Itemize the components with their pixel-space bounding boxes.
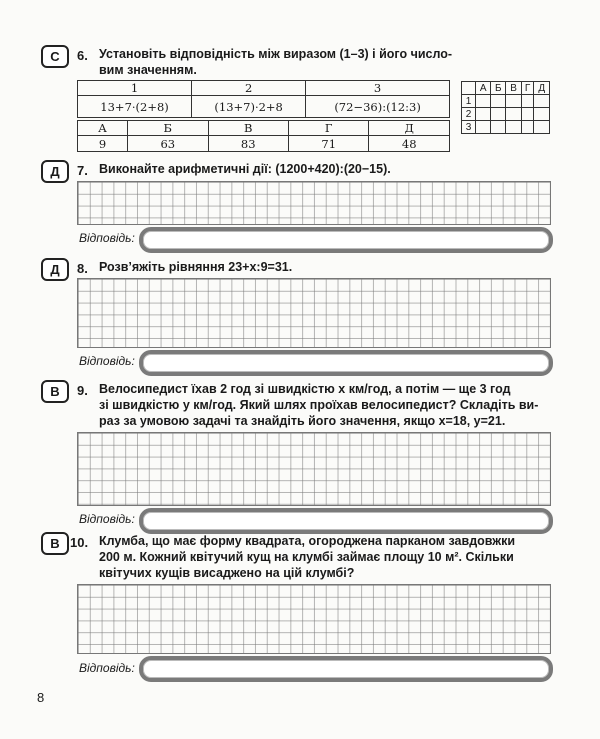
match-row-1: 1 xyxy=(462,95,476,108)
value-a: 9 xyxy=(78,136,128,152)
task9-text-line3: раз за умовою задачі та знайдіть його значення, якщо x=18, y=21. xyxy=(99,414,506,428)
expression-1: 13+7·(2+8) xyxy=(78,96,192,118)
match-cell[interactable] xyxy=(491,121,506,134)
answer-matching-grid xyxy=(461,81,550,134)
value-b: 63 xyxy=(128,136,208,152)
task7-number: 7. xyxy=(77,163,88,178)
expressions-table xyxy=(77,80,450,118)
answer-label-task7: Відповідь: xyxy=(79,231,135,245)
task10-number: 10. xyxy=(70,535,89,550)
match-cell[interactable] xyxy=(506,108,521,121)
task9-number: 9. xyxy=(77,383,88,398)
answer-label-task8: Відповідь: xyxy=(79,354,135,368)
value-header-d: Д xyxy=(369,121,450,136)
match-cell[interactable] xyxy=(534,95,550,108)
match-cell[interactable] xyxy=(476,95,491,108)
value-g: 71 xyxy=(288,136,368,152)
match-cell[interactable] xyxy=(521,95,534,108)
match-col-a: А xyxy=(476,82,491,95)
match-cell[interactable] xyxy=(476,108,491,121)
match-cell[interactable] xyxy=(506,121,521,134)
match-col-g: Г xyxy=(521,82,534,95)
value-header-v: В xyxy=(208,121,288,136)
level-badge-task10: В xyxy=(41,532,69,555)
match-cell[interactable] xyxy=(521,108,534,121)
task6-number: 6. xyxy=(77,48,88,63)
value-header-b: Б xyxy=(128,121,208,136)
work-grid-task9[interactable] xyxy=(77,432,551,506)
level-badge-task7: Д xyxy=(41,160,69,183)
match-row-2: 2 xyxy=(462,108,476,121)
task10-text-line2: 200 м. Кожний квітучий кущ на клумбі займає площу 10 м². Скільки xyxy=(99,550,514,564)
task8-text: Розв’яжіть рівняння 23+x:9=31. xyxy=(99,260,293,274)
task9-text-line2: зі швидкістю y км/год. Який шлях проїхав велосипедист? Складіть ви- xyxy=(99,398,539,412)
expression-2: (13+7)·2+8 xyxy=(192,96,306,118)
level-badge-task8: Д xyxy=(41,258,69,281)
match-cell[interactable] xyxy=(491,95,506,108)
page-number: 8 xyxy=(37,690,45,705)
answer-field-task7[interactable] xyxy=(139,227,553,253)
match-col-v: В xyxy=(506,82,521,95)
match-row-3: 3 xyxy=(462,121,476,134)
match-cell[interactable] xyxy=(506,95,521,108)
match-cell[interactable] xyxy=(521,121,534,134)
value-header-g: Г xyxy=(288,121,368,136)
expr-header-3: 3 xyxy=(306,81,450,96)
expr-header-1: 1 xyxy=(78,81,192,96)
match-cell[interactable] xyxy=(491,108,506,121)
expr-header-2: 2 xyxy=(192,81,306,96)
answer-label-task10: Відповідь: xyxy=(79,661,135,675)
task7-text: Виконайте арифметичні дії: (1200+420):(20−15). xyxy=(99,162,391,176)
level-badge-task9: В xyxy=(41,380,69,403)
task10-text-line3: квітучих кущів висаджено на цій клумбі? xyxy=(99,566,355,580)
task6-text-line2: вим значенням. xyxy=(99,63,197,77)
value-header-a: А xyxy=(78,121,128,136)
match-col-d: Д xyxy=(534,82,550,95)
value-d: 48 xyxy=(369,136,450,152)
answer-field-task10[interactable] xyxy=(139,656,553,682)
expression-3: (72−36):(12:3) xyxy=(306,96,450,118)
match-cell[interactable] xyxy=(534,108,550,121)
work-grid-task7[interactable] xyxy=(77,181,551,225)
match-corner xyxy=(462,82,476,95)
task9-text-line1: Велосипедист їхав 2 год зі швидкістю x км/год, а потім — ще 3 год xyxy=(99,382,511,396)
value-v: 83 xyxy=(208,136,288,152)
task10-text-line1: Клумба, що має форму квадрата, огороджена парканом завдовжки xyxy=(99,534,516,548)
answer-field-task8[interactable] xyxy=(139,350,553,376)
match-cell[interactable] xyxy=(534,121,550,134)
work-grid-task8[interactable] xyxy=(77,278,551,348)
answer-field-task9[interactable] xyxy=(139,508,553,534)
level-badge-task6: С xyxy=(41,45,69,68)
match-col-b: Б xyxy=(491,82,506,95)
answer-label-task9: Відповідь: xyxy=(79,512,135,526)
work-grid-task10[interactable] xyxy=(77,584,551,654)
match-cell[interactable] xyxy=(476,121,491,134)
values-table xyxy=(77,120,450,152)
task6-text-line1: Установіть відповідність між виразом (1–3) і його число- xyxy=(99,47,453,61)
task8-number: 8. xyxy=(77,261,88,276)
